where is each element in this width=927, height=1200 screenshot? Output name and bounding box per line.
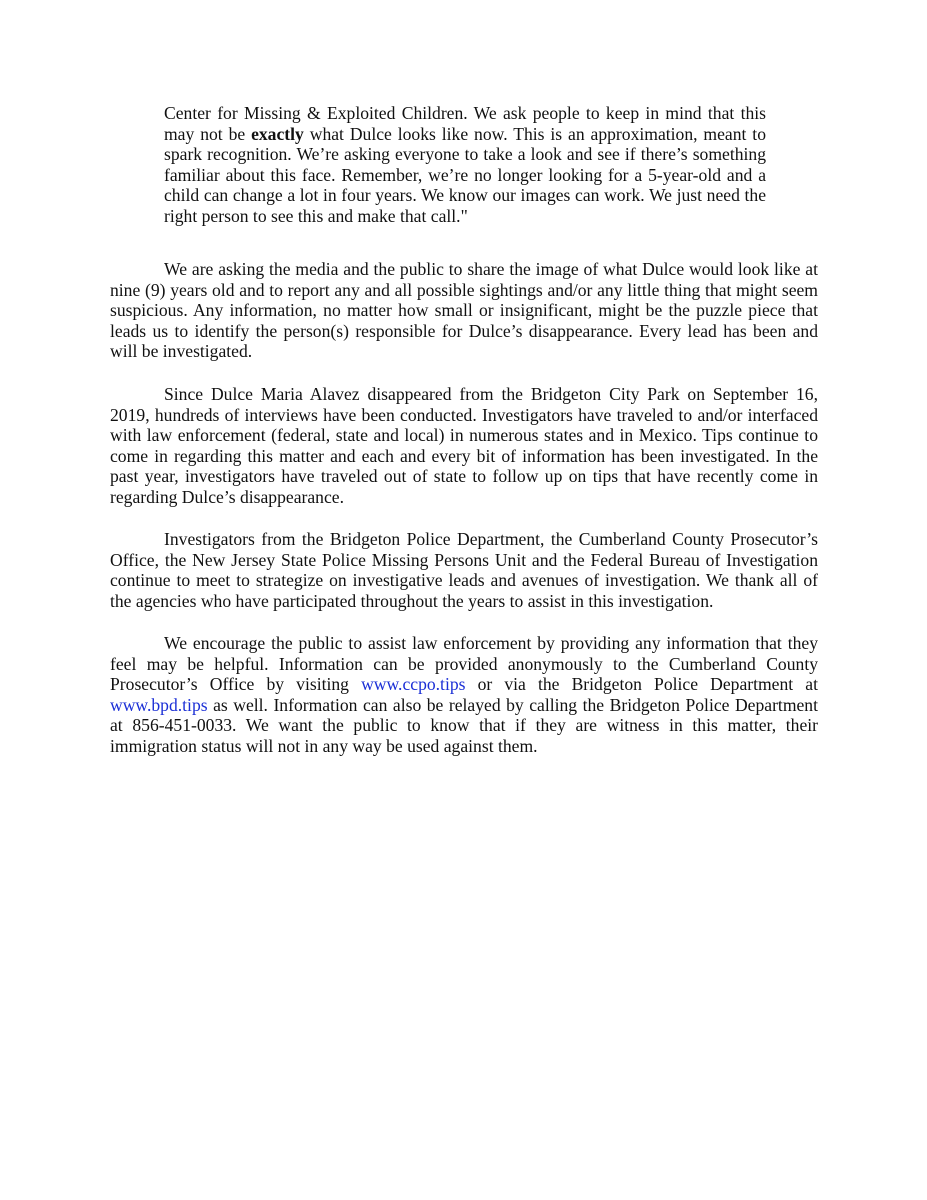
bpd-tips-link[interactable]: www.bpd.tips xyxy=(110,694,208,715)
paragraph-investigation-history: Since Dulce Maria Alavez disappeared from the Bridgeton City Park on September 16, 2019, hundreds of interviews have been conducted. Investigators have traveled to and/or interfaced with law enforcement (federal, state and local) in numerous states and in Mexico. Tips continue to come in regarding this matter and each and every bit of information has been investigated. In the past year, investigators have traveled out of state to follow up on tips that have recently come in regarding Dulce’s disappearance. xyxy=(110,384,818,507)
contact-text-3: as well. Information can also be relayed by calling the Bridgeton Police Department at 856-451-0033. We want the public to know that if they are witness in this matter, their immigration status will not in any way be used against them. xyxy=(110,694,818,756)
quote-text-after: what Dulce looks like now. This is an approximation, meant to spark recognition. We’re asking everyone to take a look and see if there’s something familiar about this face. Remember, we’re no longer looking for a 5-year-old and a child can change a lot in four years. We know our images can work. We just need the right person to see this and make that call." xyxy=(164,123,766,226)
paragraph-agencies: Investigators from the Bridgeton Police Department, the Cumberland County Prosecutor’s Office, the New Jersey State Police Missing Persons Unit and the Federal Bureau of Investigation continue to meet to strategize on investigative leads and avenues of investigation. We thank all of the agencies who have participated throughout the years to assist in this investigation. xyxy=(110,529,818,611)
quote-emphasis: exactly xyxy=(251,123,304,144)
paragraph-share-image: We are asking the media and the public to share the image of what Dulce would look like at nine (9) years old and to report any and all possible sightings and/or any little thing that might seem suspicious. Any information, no matter how small or insignificant, might be the puzzle piece that leads us to identify the person(s) responsible for Dulce’s disappearance. Every lead has been and will be investigated. xyxy=(110,259,818,361)
quote-text-before: Center for Missing & Exploited Children. We ask people to keep in mind that this may not be xyxy=(164,103,766,144)
ccpo-tips-link[interactable]: www.ccpo.tips xyxy=(361,674,466,694)
contact-text-2: or via the Bridgeton Police Department at xyxy=(465,674,818,694)
paragraph-contact-info xyxy=(110,633,818,756)
quote-block xyxy=(164,103,766,226)
contact-text-1: We encourage the public to assist law enforcement by providing any information that they feel may be helpful. Information can be provided anonymously to the Cumberland County Prosecutor’s Office by visiting xyxy=(110,633,818,694)
